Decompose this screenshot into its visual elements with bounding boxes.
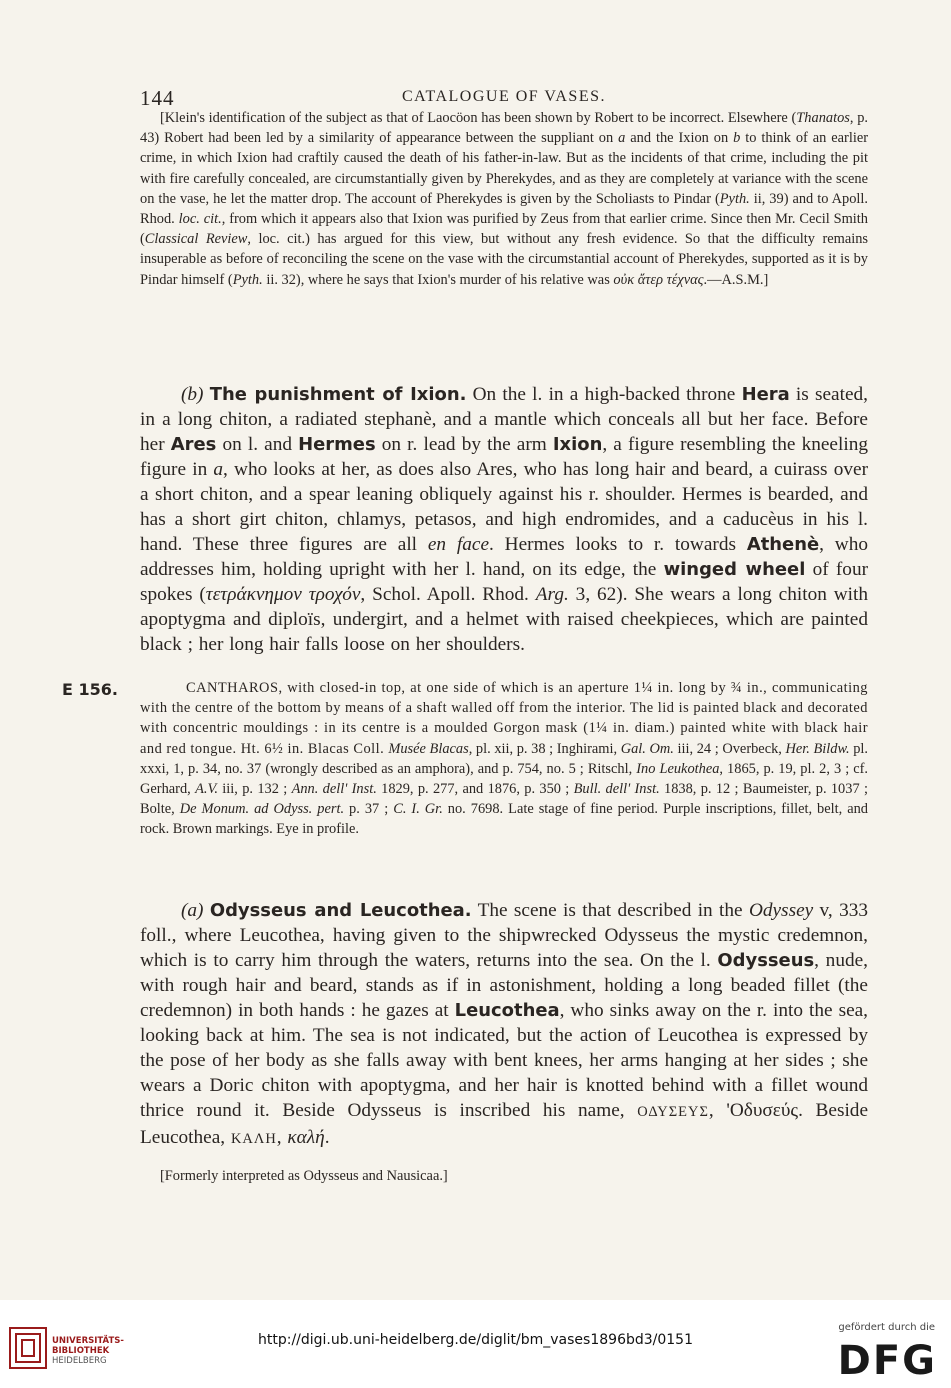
section-title: The punishment of Ixion. [209,384,467,405]
digitization-footer [0,1300,951,1388]
inscription-kale: ΚΑΛΗ [230,1131,277,1147]
page-number: 144 [140,86,175,110]
note-laocoon: [Klein's identification of the subject as that of Laocöon has been shown by Robert to be incorrect. Elsewhere (Thanatos, p. 43) Robert had been led by a similarity of appearance between the suppliant on a and the Ixion on b to think of an earlier crime, in which Ixion had craftily caused the death of his father-in-law. But as the incidents of that crime, including the pit with fire carefully concealed, are circumstantially given by Pherekydes, and as they are completely at variance with the scene on the vase, he let the matter drop. The account of Pherekydes is given by the Scholiasts to Pindar (Pyth. ii, 39) and to Apoll. Rhod. loc. cit., from which it appears also that Ixion was purified by Zeus from that earlier crime. Since then Mr. Cecil Smith (Classical Review, loc. cit.) has argued for this view, but without any fresh evidence. So that the difficulty remains insuperable as before of reconciling the scene on the vase with the circumstantial account of Pherekydes, supported as it is by Pindar himself (Pyth. ii. 32), where he says that Ixion's murder of his relative was οὐκ ἄτερ τέχνας.—A.S.M.] [140,110,868,288]
entry-number: E 156. [62,680,118,699]
section-title: Odysseus and Leucothea. [209,900,472,921]
note-nausicaa: [Formerly interpreted as Odysseus and Nausicaa.] [160,1168,448,1184]
page-header [140,86,868,110]
dfg-logo: DFG [837,1338,937,1384]
entry-description: CANTHAROS, with closed-in top, at one side of which is an aperture 1¼ in. long by ¾ in., communicating with the centre of the bottom by means of a shaft walled off from the interior. The lid is painted black and decorated with concentric mouldings : in its centre is a moulded Gorgon mask (1¼ in. diam.) painted white with black hair and red tongue. Ht. 6½ in. Blacas Coll. Musée Blacas, pl. xii, p. 38 ; Inghirami, Gal. Om. iii, 24 ; Overbeck, Her. Bildw. pl. xxxi, 1, p. 34, no. 37 (wrongly described as an amphora), and p. 754, no. 5 ; Ritschl, Ino Leukothea, 1865, p. 19, pl. 2, 3 ; cf. Gerhard, A.V. iii, p. 132 ; Ann. dell' Inst. 1829, p. 277, and 1876, p. 350 ; Bull. dell' Inst. 1838, p. 12 ; Baumeister, p. 1037 ; Bolte, De Monum. ad Odyss. pert. p. 37 ; C. I. Gr. no. 7698. Late stage of fine period. Purple inscriptions, fillet, belt, and rock. Brown markings. Eye in profile. [140,680,869,838]
section-punishment-of-ixion: (b) The punishment of Ixion. On the l. in a high-backed throne Hera is seated, in a long chiton, a radiated stephanè, and a mantle which conceals all but her face. Before her Ares on l. and Hermes on r. lead by the arm Ixion, a figure resembling the kneeling figure in a, who looks at her, as does also Ares, who has long hair and beard, a cuirass over a short chiton, and a spear leaning obliquely against his r. shoulder. Hermes is bearded, and has a short girt chiton, chlamys, petasos, and high endromides, and a caducèus in his l. hand. These three figures are all en face. Hermes looks to r. towards Athenè, who addresses him, holding upright with her l. hand, on its edge, the winged wheel of four spokes (τετράκνημον τροχόν, Schol. Apoll. Rhod. Arg. 3, 62). She wears a long chiton with apoptygma and diploïs, undergirt, and a helmet with raised cheekpieces, which are painted black ; her long hair falls loose on her shoulders. [140,384,869,655]
library-name: UNIVERSITÄTS- BIBLIOTHEK HEIDELBERG [52,1336,124,1366]
inscription-odysseus: ΟΔΥΣΕΥΣ [637,1104,709,1120]
section-odysseus-and-leucothea: (a) Odysseus and Leucothea. The scene is that described in the Odyssey v, 333 foll., where Leucothea, having given to the shipwrecked Odysseus the mystic credemnon, which is to carry him through the waters, returns into the sea. On the l. Odysseus, nude, with rough hair and beard, stands as if in astonishment, holding a long beaded fillet (the credemnon) in both hands : he gazes at Leucothea, who sinks away on the r. into the sea, looking back at him. The sea is not indicated, but the action of Leucothea is expressed by the pose of her body as she falls away with bent knees, her arms hanging at her sides ; she wears a Doric chiton with apoptygma, and her hair is knotted behind with a fillet wound thrice round it. Beside Odysseus is inscribed his name, ΟΔΥΣΕΥΣ, 'Οδυσεύς. Beside Leucothea, ΚΑΛΗ, καλή. [140,900,869,1148]
running-title: CATALOGUE OF VASES. [402,88,606,105]
funding-note: gefördert durch die [838,1322,935,1333]
permalink[interactable]: http://digi.ub.uni-heidelberg.de/diglit/bm_vases1896bd3/0151 [257,1332,693,1348]
